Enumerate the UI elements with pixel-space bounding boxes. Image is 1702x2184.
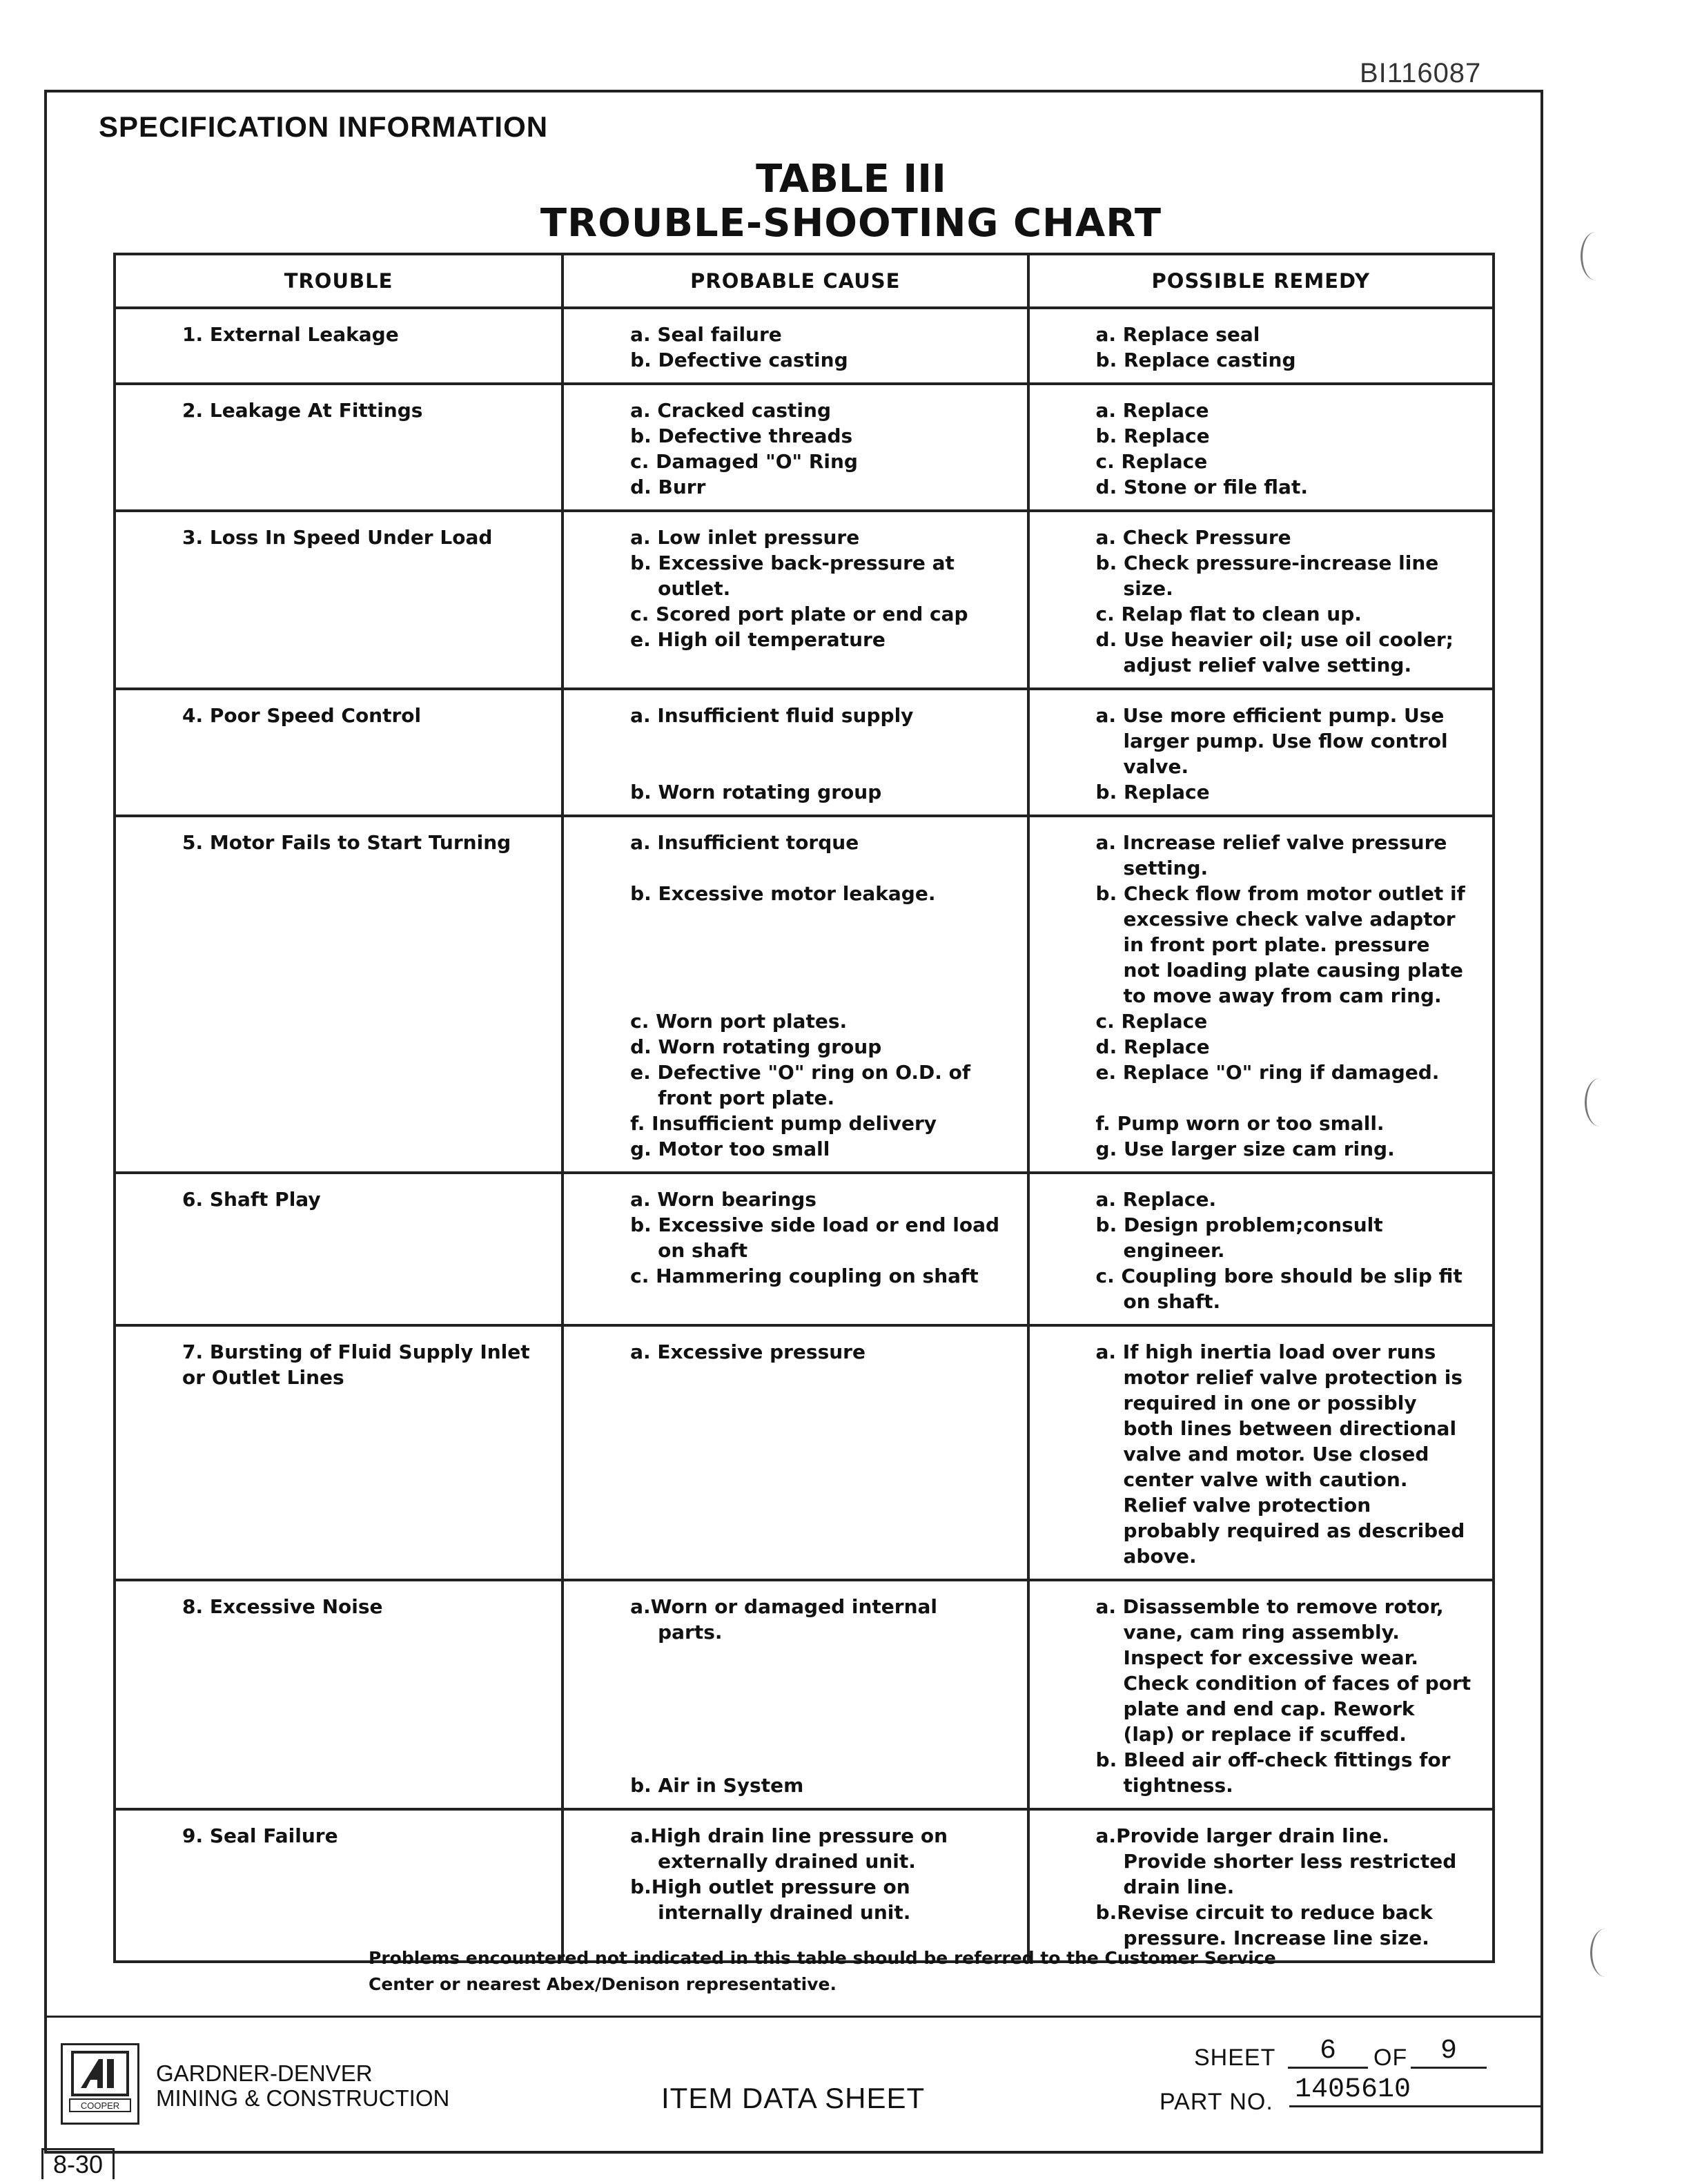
remedy-item: a. Replace [1095, 399, 1209, 422]
cause-item: b.High outlet pressure on internally drained unit. [630, 1875, 911, 1924]
cause-item: b. Air in System [630, 1774, 804, 1797]
trouble-cell [115, 1809, 563, 1962]
cause-item: a.Worn or damaged internal parts. [630, 1595, 938, 1644]
binder-hole-middle [1585, 1078, 1615, 1127]
company-name-line1: GARDNER-DENVER [156, 2060, 373, 2086]
remedy-item: d. Stone or file flat. [1095, 476, 1308, 498]
table-title: TABLE III [756, 157, 946, 202]
remedy-item: a. Replace. [1095, 1188, 1217, 1211]
table-row [115, 1173, 1494, 1325]
footer-divider [44, 2016, 1543, 2018]
table-row [115, 384, 1494, 511]
remedy-item: d. Replace [1095, 1035, 1210, 1058]
spacer [630, 855, 1006, 881]
cause-item: a. Low inlet pressure [630, 526, 860, 549]
trouble-text: 8. Excessive Noise [182, 1595, 383, 1618]
remedy-item: b. Check flow from motor outlet if excessive check valve adaptor in front port plate. pressure not loading plate causing plate to move away from cam ring. [1095, 882, 1465, 1007]
binder-hole-top [1581, 232, 1611, 280]
spacer [630, 728, 1006, 754]
footnote: Problems encountered not indicated in this table should be referred to the Customer Service Center or nearest Abex/Denison representative. [369, 1948, 1276, 1994]
trouble-shooting-table [113, 253, 1495, 1963]
cause-item: e. High oil temperature [630, 628, 886, 651]
company-name-line2: MINING & CONSTRUCTION [156, 2085, 450, 2111]
trouble-cell [115, 689, 563, 816]
remedy-item: b. Replace casting [1095, 349, 1296, 371]
table-row [115, 511, 1494, 689]
part-number: 1405610 [1289, 2075, 1543, 2107]
possible-remedy-cell [1028, 1580, 1494, 1809]
remedy-item: c. Replace [1095, 1010, 1208, 1033]
cause-item: d. Worn rotating group [630, 1035, 882, 1058]
remedy-item: c. Coupling bore should be slip fit on shaft. [1095, 1265, 1463, 1313]
remedy-item: c. Relap flat to clean up. [1095, 603, 1362, 625]
spacer [630, 754, 1006, 779]
probable-cause-cell [563, 689, 1028, 816]
cause-item: b. Defective casting [630, 349, 848, 371]
probable-cause-cell [563, 1173, 1028, 1325]
table-row [115, 1580, 1494, 1809]
trouble-text: 5. Motor Fails to Start Turning [182, 831, 511, 854]
possible-remedy-cell [1028, 384, 1494, 511]
possible-remedy-cell [1028, 1809, 1494, 1962]
cause-item: b. Worn rotating group [630, 781, 882, 803]
cause-item: b. Excessive motor leakage. [630, 882, 936, 905]
trouble-cell [115, 384, 563, 511]
probable-cause-cell [563, 816, 1028, 1173]
trouble-text: 9. Seal Failure [182, 1824, 338, 1847]
cause-item: d. Burr [630, 476, 706, 498]
table-body [115, 308, 1494, 1962]
cause-item: c. Scored port plate or end cap [630, 603, 968, 625]
page-number: 8-30 [41, 2148, 115, 2179]
cause-item: a. Seal failure [630, 323, 782, 346]
probable-cause-cell [563, 511, 1028, 689]
table-header-row [115, 254, 1494, 308]
spacer [630, 932, 1006, 957]
cause-item: a. Worn bearings [630, 1188, 816, 1211]
probable-cause-cell [563, 384, 1028, 511]
table-row [115, 308, 1494, 384]
binder-hole-bottom [1590, 1929, 1621, 1977]
table-subtitle: TROUBLE-SHOOTING CHART [540, 201, 1162, 246]
remedy-item: a. Check Pressure [1095, 526, 1291, 549]
remedy-item: b. Bleed air off-check fittings for tightness. [1095, 1748, 1451, 1797]
remedy-item: a. Use more efficient pump. Use larger pump. Use flow control valve. [1095, 704, 1448, 778]
trouble-cell [115, 816, 563, 1173]
table-row [115, 689, 1494, 816]
trouble-text: 1. External Leakage [182, 323, 399, 346]
cause-item: c. Hammering coupling on shaft [630, 1265, 979, 1287]
remedy-item: f. Pump worn or too small. [1095, 1112, 1385, 1135]
cause-item: a. Insufficient torque [630, 831, 859, 854]
cause-item: a. Insufficient fluid supply [630, 704, 914, 727]
trouble-text: 7. Bursting of Fluid Supply Inlet or Outlet Lines [182, 1340, 530, 1389]
table-row [115, 1809, 1494, 1962]
probable-cause-cell [563, 1809, 1028, 1962]
remedy-item: d. Use heavier oil; use oil cooler; adjust relief valve setting. [1095, 628, 1454, 676]
spacer [630, 906, 1006, 932]
spacer [630, 1747, 1006, 1773]
spacer [630, 1670, 1006, 1696]
column-header-probable-cause: PROBABLE CAUSE [563, 254, 1028, 308]
remedy-item: a. Increase relief valve pressure setting. [1095, 831, 1447, 879]
company-logo [61, 2043, 139, 2125]
table-row [115, 1325, 1494, 1580]
possible-remedy-cell [1028, 308, 1494, 384]
spacer [630, 1696, 1006, 1722]
trouble-cell [115, 1173, 563, 1325]
possible-remedy-cell [1028, 689, 1494, 816]
spacer [1096, 1085, 1471, 1111]
trouble-text: 4. Poor Speed Control [182, 704, 422, 727]
document-type: ITEM DATA SHEET [661, 2082, 926, 2114]
company-name [156, 2061, 449, 2111]
remedy-item: a. Disassemble to remove rotor, vane, cam ring assembly. Inspect for excessive wear. Check condition of faces of port plate and end cap. Rework (lap) or replace if scuffed. [1095, 1595, 1471, 1746]
remedy-item: b. Check pressure-increase line size. [1095, 552, 1439, 600]
remedy-item: b. Replace [1095, 781, 1210, 803]
spacer [630, 983, 1006, 1008]
remedy-item: e. Replace "O" ring if damaged. [1095, 1061, 1440, 1084]
possible-remedy-cell [1028, 1325, 1494, 1580]
section-title: SPECIFICATION INFORMATION [99, 110, 549, 143]
trouble-cell [115, 1580, 563, 1809]
remedy-item: c. Replace [1095, 450, 1208, 473]
cause-item: g. Motor too small [630, 1138, 830, 1160]
sheet-number: 6 [1288, 2036, 1368, 2069]
trouble-cell [115, 511, 563, 689]
trouble-text: 3. Loss In Speed Under Load [182, 526, 493, 549]
cause-item: c. Damaged "O" Ring [630, 450, 858, 473]
sheet-label: SHEET [1194, 2045, 1276, 2071]
table-row [115, 816, 1494, 1173]
cause-item: f. Insufficient pump delivery [630, 1112, 937, 1135]
remedy-item: b. Replace [1095, 425, 1210, 447]
cause-item: e. Defective "O" ring on O.D. of front port plate. [630, 1061, 971, 1109]
possible-remedy-cell [1028, 511, 1494, 689]
trouble-text: 2. Leakage At Fittings [182, 399, 423, 422]
cause-item: b. Excessive side load or end load on shaft [630, 1213, 1000, 1262]
cause-item: c. Worn port plates. [630, 1010, 848, 1033]
spacer [630, 1722, 1006, 1747]
document-number: BI116087 [1360, 58, 1482, 88]
spacer [630, 1645, 1006, 1670]
trouble-cell [115, 308, 563, 384]
probable-cause-cell [563, 1580, 1028, 1809]
remedy-item: g. Use larger size cam ring. [1095, 1138, 1395, 1160]
remedy-item: a. Replace seal [1095, 323, 1260, 346]
trouble-text: 6. Shaft Play [182, 1188, 321, 1211]
cause-item: a. Cracked casting [630, 399, 831, 422]
remedy-item: b. Design problem;consult engineer. [1095, 1213, 1383, 1262]
remedy-item: a.Provide larger drain line. Provide shorter less restricted drain line. [1095, 1824, 1457, 1898]
of-label: OF [1373, 2045, 1408, 2071]
cause-item: b. Excessive back-pressure at outlet. [630, 552, 955, 600]
possible-remedy-cell [1028, 816, 1494, 1173]
part-number-label: PART NO. [1160, 2089, 1273, 2115]
possible-remedy-cell [1028, 1173, 1494, 1325]
column-header-possible-remedy: POSSIBLE REMEDY [1028, 254, 1494, 308]
cause-item: a. Excessive pressure [630, 1340, 865, 1363]
sheet-total: 9 [1411, 2036, 1487, 2069]
cause-item: b. Defective threads [630, 425, 853, 447]
logo-text: COOPER [80, 2100, 120, 2111]
cause-item: a.High drain line pressure on externally drained unit. [630, 1824, 948, 1873]
spacer [630, 957, 1006, 983]
remedy-item: b.Revise circuit to reduce back pressure. Increase line size. [1095, 1901, 1433, 1949]
probable-cause-cell [563, 308, 1028, 384]
probable-cause-cell [563, 1325, 1028, 1580]
column-header-trouble: TROUBLE [115, 254, 563, 308]
remedy-item: a. If high inertia load over runs motor relief valve protection is required in one or possibly both lines between directional valve and motor. Use closed center valve with caution. Relief valve protection probably required as described above. [1095, 1340, 1465, 1568]
trouble-cell [115, 1325, 563, 1580]
